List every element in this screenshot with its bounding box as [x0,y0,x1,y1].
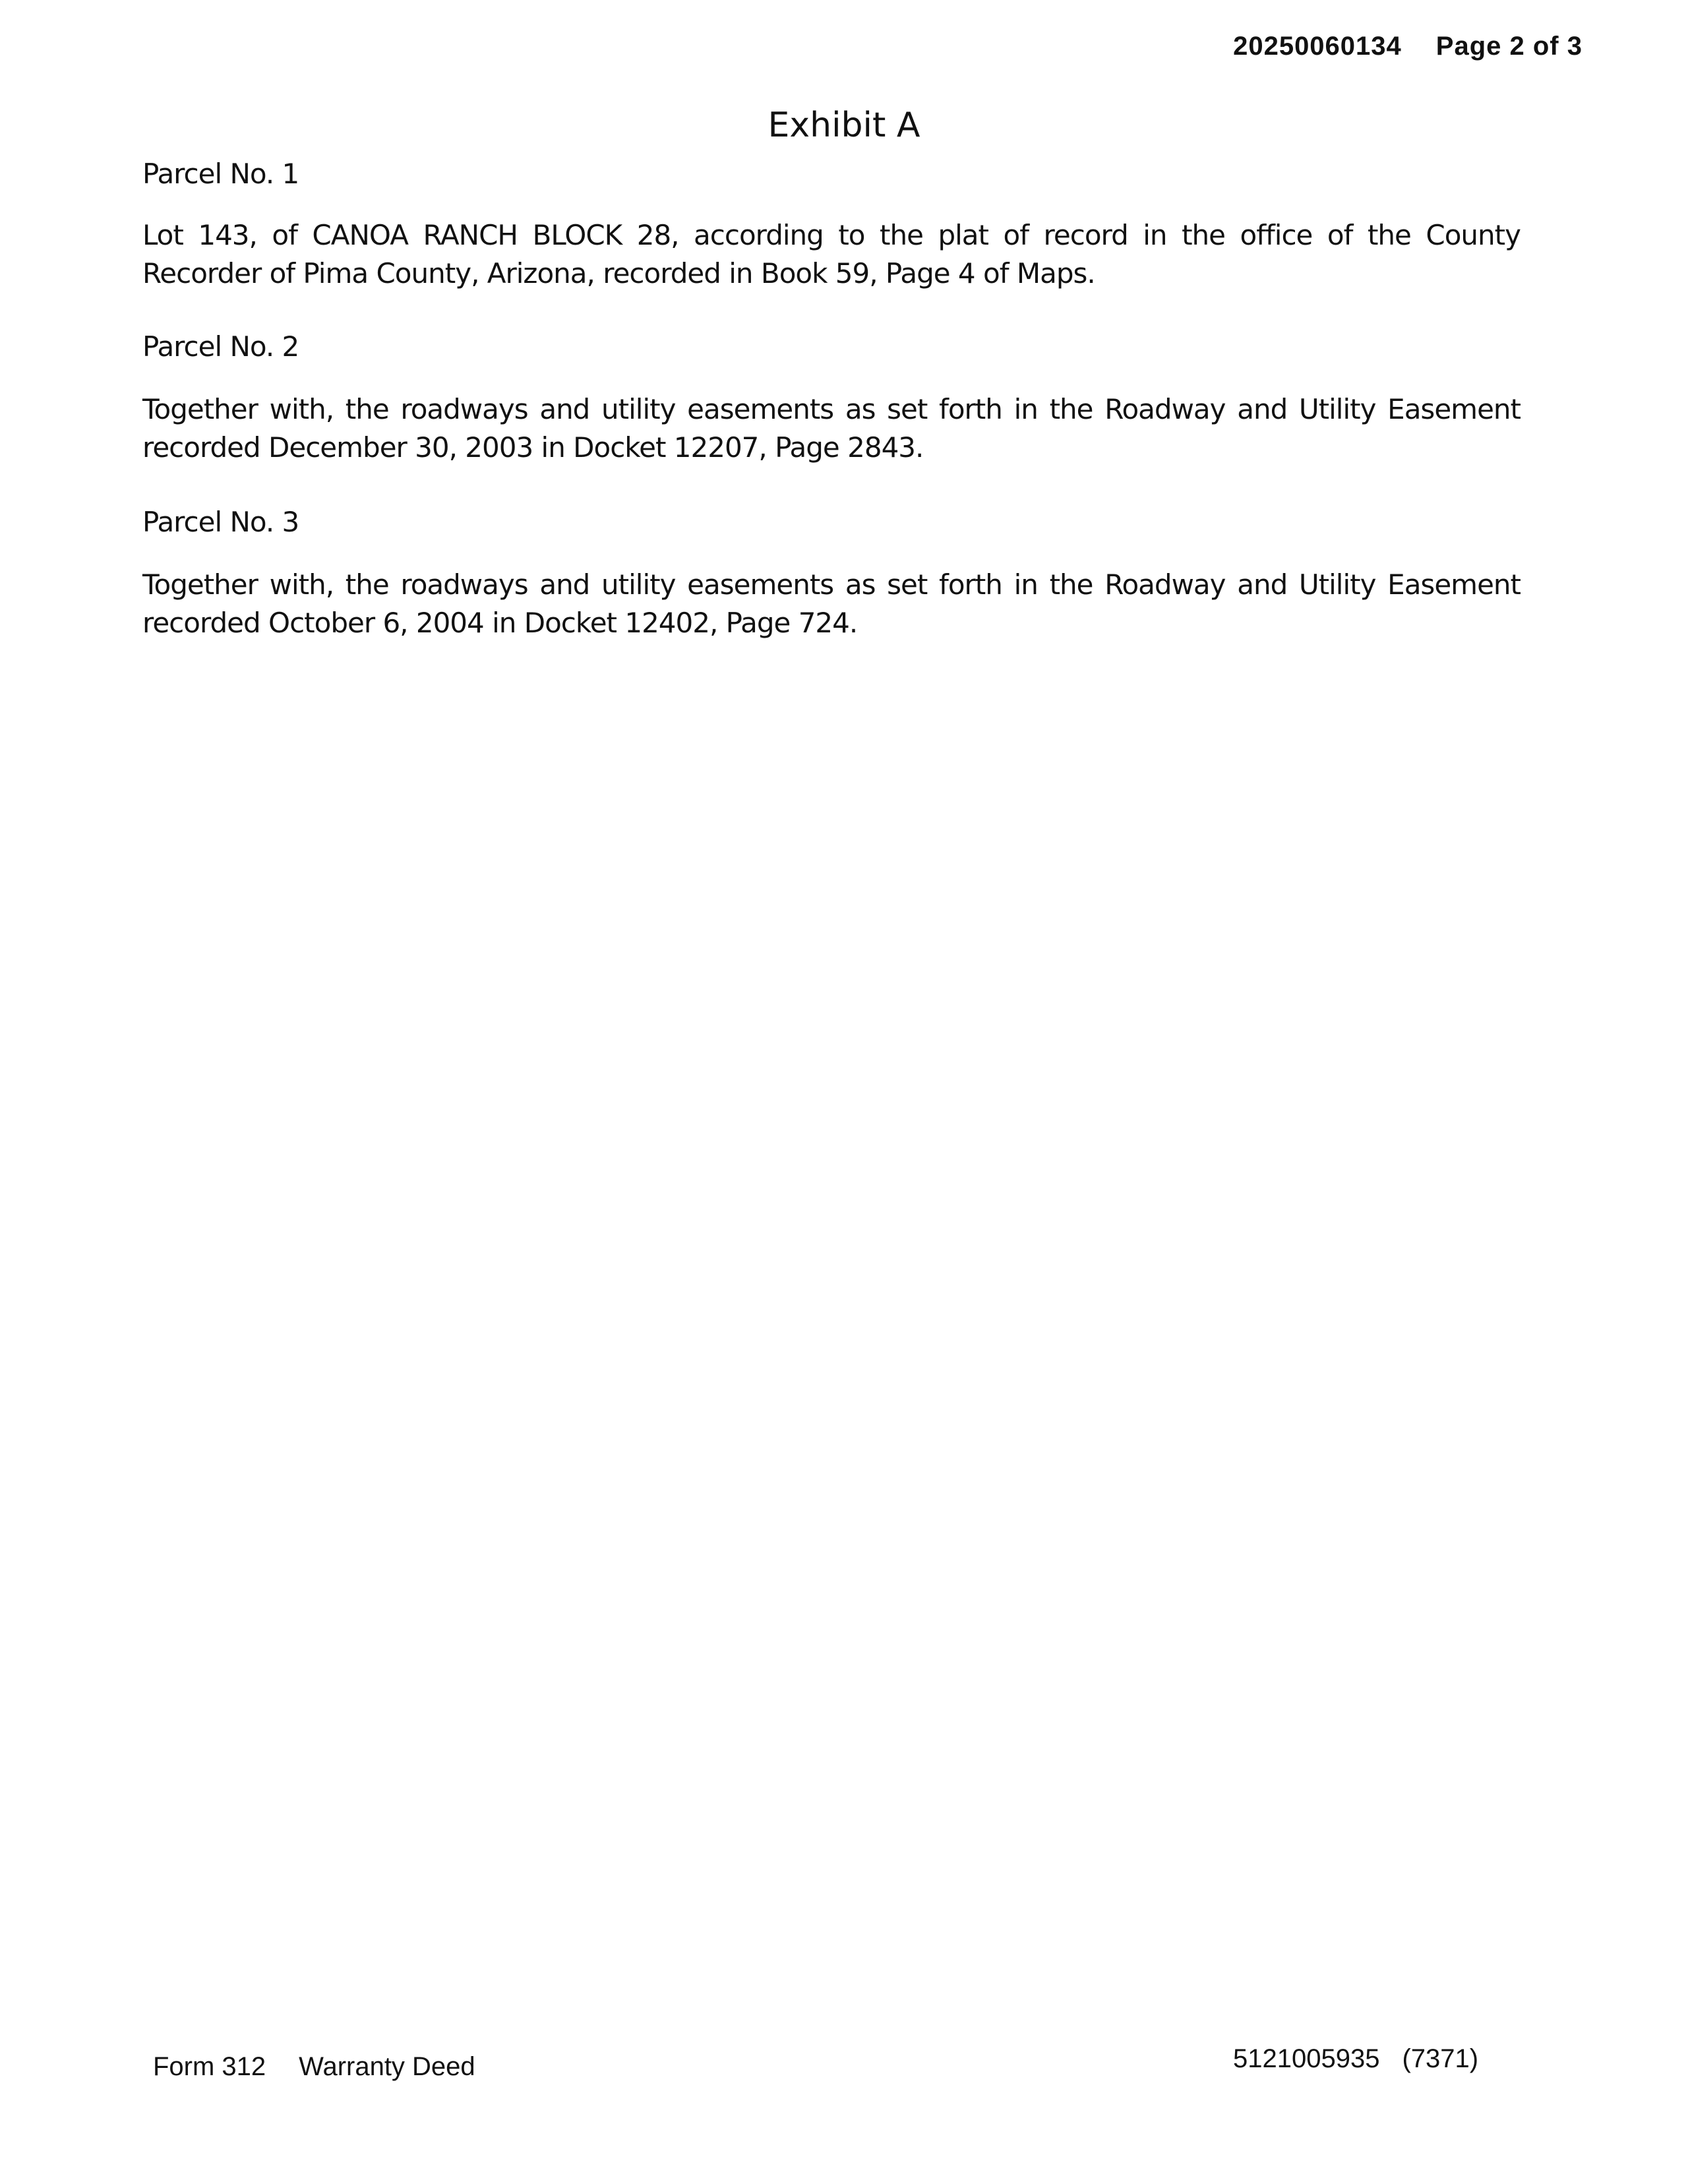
document-number: 20250060134 [1233,32,1402,61]
page-label: Page 2 of 3 [1435,32,1582,61]
parcel-1-label: Parcel No. 1 [142,158,299,190]
form-name: Warranty Deed [299,2052,475,2081]
file-footer [1233,2044,1478,2074]
parcel-3-label: Parcel No. 3 [142,506,299,538]
page-title: Exhibit A [768,106,920,145]
parcel-2-description: Together with, the roadways and utility easements as set forth in the Roadway and Utility Easement recorded December 30, 2003 in Docket 12207, Page 2843. [142,393,1521,464]
file-number: 5121005935 [1233,2044,1380,2073]
page-header [1233,32,1582,61]
parcel-2-label: Parcel No. 2 [142,330,299,363]
form-number: Form 312 [153,2052,266,2081]
parcel-1-description: Lot 143, of CANOA RANCH BLOCK 28, according to the plat of record in the office of the County Recorder of Pima County, Arizona, recorded in Book 59, Page 4 of Maps. [142,219,1521,289]
form-footer [153,2052,475,2082]
parcel-3-description: Together with, the roadways and utility easements as set forth in the Roadway and Utility Easement recorded October 6, 2004 in Docket 12402, Page 724. [142,568,1521,639]
file-code: (7371) [1402,2044,1479,2073]
